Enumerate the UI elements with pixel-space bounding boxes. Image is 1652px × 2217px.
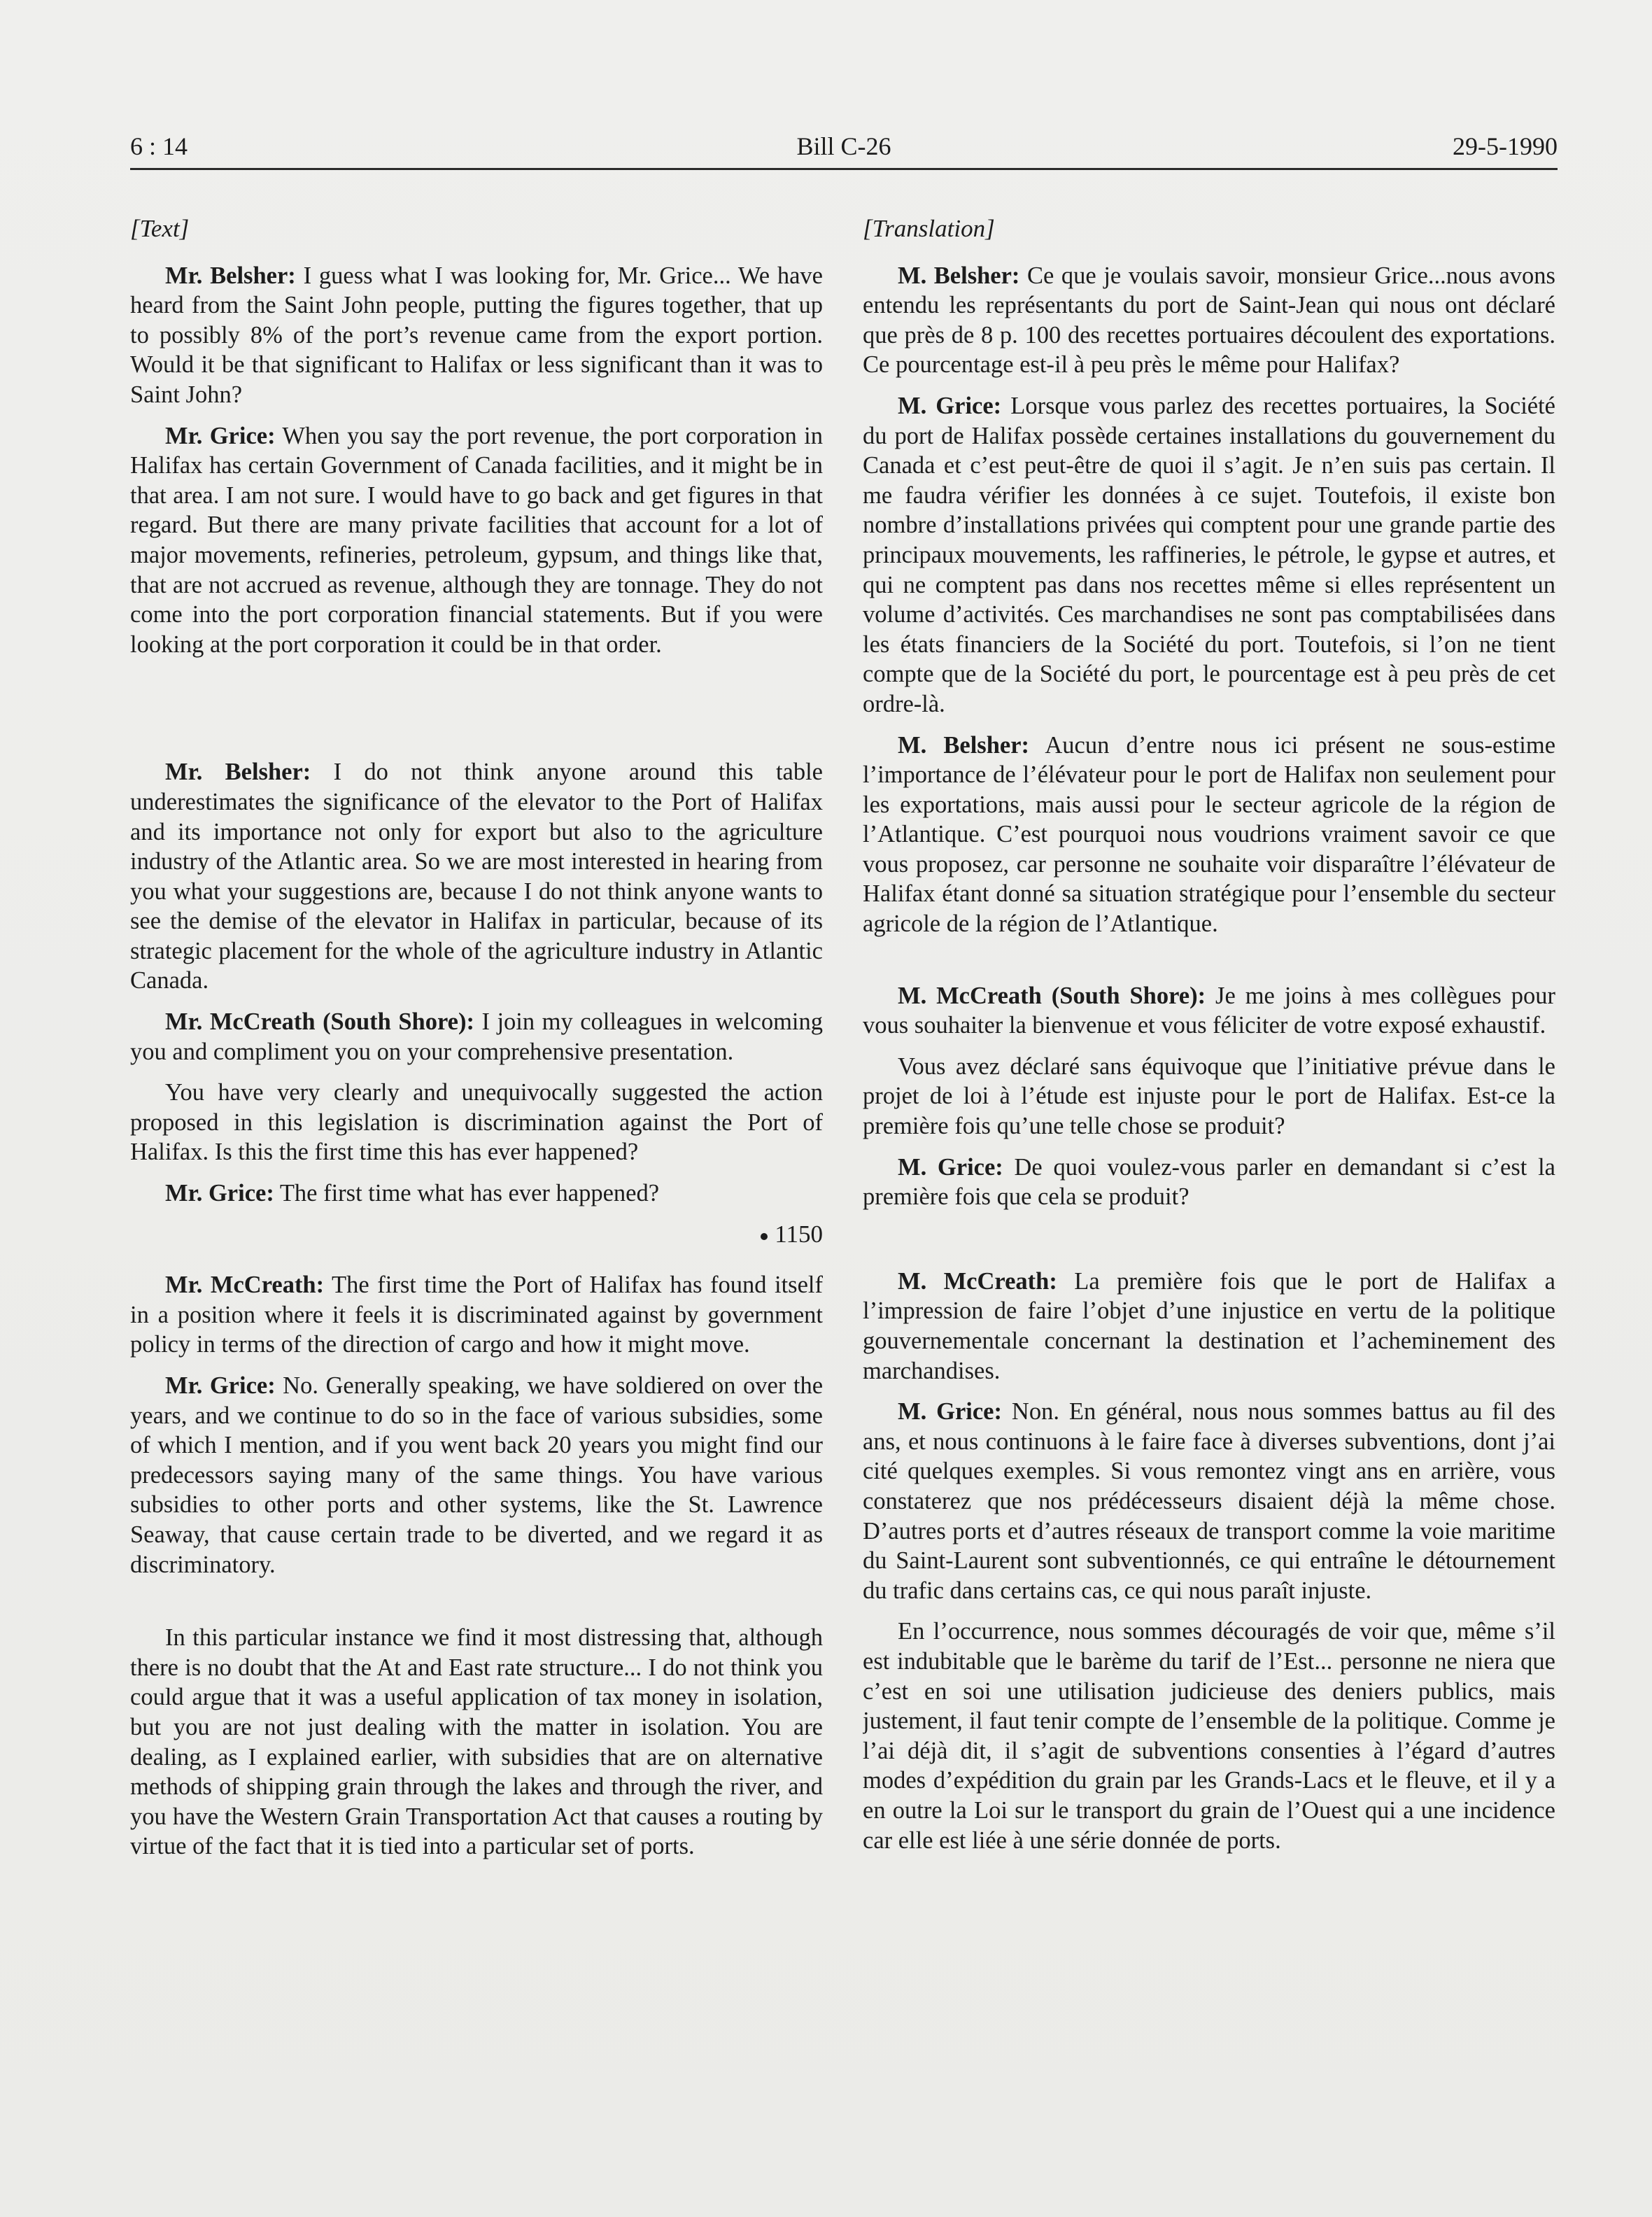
paragraph-text: The first time what has ever happened? bbox=[274, 1180, 660, 1207]
paragraph-text: When you say the port revenue, the port corporation in Halifax has certain Government of Canada facilities, and it might be in that area. I am not sure. I would have to go back and get figures in that regard. But there are many private facilities that account for a lot of major movements, refineries, petroleum, gypsum, and things like that, that are not accrued as revenue, although they are tonnage. They do not come into the port corporation financial statements. But if you were looking at the port corporation it could be in that order. bbox=[130, 422, 823, 658]
paragraph bbox=[130, 757, 823, 996]
header-rule bbox=[130, 168, 1558, 170]
paragraph-text: You have very clearly and unequivocally suggested the action proposed in this legislation is discrimination against the Port of Halifax. Is this the first time this has ever happened? bbox=[130, 1079, 823, 1166]
english-column bbox=[130, 203, 823, 2064]
paragraph bbox=[863, 1397, 1555, 1605]
paragraph bbox=[130, 261, 823, 410]
paragraph bbox=[130, 1270, 823, 1360]
paragraph bbox=[863, 1052, 1555, 1141]
paragraph-text: Aucun d’entre nous ici présent ne sous-estime l’importance de l’élévateur pour le port de Halifax non seulement pour les exportations, mais aussi pour le secteur agricole de la région de l’Atlantique. C’est pourquoi nous voudrions vraiment savoir ce que vous proposez, car personne ne souhaite voir disparaître l’élévateur de Halifax étant donné sa situation stratégique pour l’ensemble du secteur agricole de la région de l’Atlantique. bbox=[863, 731, 1555, 938]
paragraph-text: De quoi voulez-vous parler en demandant si c’est la première fois que cela se produit? bbox=[863, 1153, 1555, 1211]
speaker-name: Mr. Belsher: bbox=[165, 262, 296, 289]
speaker-name: Mr. McCreath: bbox=[165, 1272, 325, 1299]
time-marker-text: 1150 bbox=[775, 1220, 823, 1248]
page-header bbox=[130, 126, 1558, 169]
french-column bbox=[863, 203, 1555, 2064]
paragraph-text: La première fois que le port de Halifax a l’impression de faire l’objet d’une injustice en vertu de la politique gouvernementale concernant la destination et l’acheminement des marchandises. bbox=[863, 1267, 1555, 1384]
speaker-name: M. McCreath (South Shore): bbox=[898, 982, 1206, 1009]
paragraph-text: In this particular instance we find it most distressing that, although there is no doubt that the At and East rate structure... I do not think you could argue that it was a useful application of tax money in isolation, but you are not just dealing with the matter in isolation. You are dealing, as I explained earlier, with subsidies that are on alternative methods of shipping grain through the lakes and through the river, and you have the Western Grain Transportation Act that causes a routing by virtue of the fact that it is tied into a particular set of ports. bbox=[130, 1624, 823, 1860]
time-marker bbox=[130, 1220, 823, 1250]
column-label-text: [Text] bbox=[130, 215, 190, 242]
paragraph-text: I do not think anyone around this table underestimates the significance of the elevator to the Port of Halifax and its importance not only for export but also to the agriculture industry of the Atlantic area. So we are most interested in hearing from you what your suggestions are, because I do not think anyone wants to see the demise of the elevator in Halifax in particular, because of its strategic placement for the whole of the agriculture industry in Atlantic Canada. bbox=[130, 759, 823, 994]
paragraph bbox=[130, 1623, 823, 1861]
paragraph bbox=[863, 731, 1555, 939]
paragraph bbox=[130, 1078, 823, 1167]
paragraph-text: Non. En général, nous nous sommes battus au fil des ans, et nous continuons à le faire face à diverses subventions, dont j’ai cité quelques exemples. Si vous remontez vingt ans en arrière, vous constaterez que nos prédécesseurs disaient déjà la même chose. D’autres ports et d’autres réseaux de transport comme la voie maritime du Saint-Laurent sont subventionnés, ce qui entraîne le détournement du trafic dans certains cas, ce qui nous paraît injuste. bbox=[863, 1398, 1555, 1604]
speaker-name: Mr. Belsher: bbox=[165, 759, 311, 786]
paragraph bbox=[863, 981, 1555, 1041]
paragraph-text: Ce que je voulais savoir, monsieur Grice...nous avons entendu les représentants du port de Saint-Jean qui nous ont déclaré que près de 8 p. 100 des recettes portuaires découlent des exportations. Ce pourcentage est-il à peu près le même pour Halifax? bbox=[863, 262, 1555, 379]
paragraph-text: No. Generally speaking, we have soldiered on over the years, and we continue to do so in the face of various subsidies, some of which I mention, and if you went back 20 years you might find our predecessors saying many of the same things. You have various subsidies to other ports and other systems, like the St. Lawrence Seaway, that cause certain trade to be diverted, and we regard it as discriminatory. bbox=[130, 1372, 823, 1578]
bullet-icon bbox=[761, 1233, 768, 1240]
page-date: 29-5-1990 bbox=[1453, 132, 1558, 160]
paragraph-text: Lorsque vous parlez des recettes portuaires, la Société du port de Halifax possède certaines installations du gouvernement du Canada et c’est peut-être de quoi il s’agit. Je n’en suis pas certain. Il me faudra vérifier les données à ce sujet. Toutefois, il existe bon nombre d’installations privées qui comptent pour une grande partie des principaux mouvements, les raffineries, le pétrole, le gypse et autres, et qui ne comptent pas dans nos recettes même si elles représentent un volume d’activités. Ces marchandises ne sont pas comptabilisées dans les états financiers de la Société du port. Toutefois, si l’on ne tient compte que de la Société du port, le pourcentage est à peu près de cet ordre-là. bbox=[863, 392, 1555, 717]
paragraph bbox=[130, 1371, 823, 1579]
speaker-name: Mr. Grice: bbox=[165, 422, 276, 449]
paragraph bbox=[863, 1267, 1555, 1386]
speaker-name: Mr. Grice: bbox=[165, 1372, 276, 1399]
speaker-name: Mr. Grice: bbox=[165, 1180, 274, 1207]
speaker-name: M. Grice: bbox=[898, 1153, 1003, 1181]
speaker-name: M. Grice: bbox=[898, 1398, 1002, 1426]
paragraph bbox=[130, 1007, 823, 1067]
paragraph-text: I join my colleagues in welcoming you and compliment you on your comprehensive presentation. bbox=[130, 1008, 823, 1065]
speaker-name: M. McCreath: bbox=[898, 1267, 1057, 1295]
paragraph-text: Je me joins à mes collègues pour vous souhaiter la bienvenue et vous féliciter de votre exposé exhaustif. bbox=[863, 982, 1555, 1039]
speaker-name: M. Belsher: bbox=[898, 731, 1030, 759]
paragraph-text: I guess what I was looking for, Mr. Grice... We have heard from the Saint John people, putting the figures together, that up to possibly 8% of the port’s revenue came from the export portion. Would it be that significant to Halifax or less significant than it was to Saint John? bbox=[130, 262, 823, 408]
paragraph bbox=[130, 421, 823, 660]
speaker-name: M. Grice: bbox=[898, 392, 1002, 419]
paragraph-text: Vous avez déclaré sans équivoque que l’initiative prévue dans le projet de loi à l’étude est injuste pour le port de Halifax. Est-ce la première fois qu’une telle chose se produit? bbox=[863, 1053, 1555, 1140]
paragraph bbox=[863, 261, 1555, 380]
paragraph-text: En l’occurrence, nous sommes découragés de voir que, même s’il est indubitable que le barème du tarif de l’Est... personne ne niera que c’est en soi une utilisation judicieuse des deniers publics, mais justement, il faut tenir compte de l’ensemble de la politique. Comme je l’ai déjà dit, il s’agit de subventions consenties à l’égard d’autres modes d’expédition du grain par les Grands-Lacs et le fleuve, et il y a en outre la Loi sur le transport du grain de l’Ouest qui a une incidence car elle est liée à une série donnée de ports. bbox=[863, 1618, 1555, 1854]
bill-title: Bill C-26 bbox=[796, 132, 891, 160]
paragraph bbox=[863, 391, 1555, 719]
paragraph bbox=[863, 1617, 1555, 1855]
paragraph-text: The first time the Port of Halifax has found itself in a position where it feels it is discriminated against by government policy in terms of the direction of cargo and how it might move. bbox=[130, 1272, 823, 1358]
speaker-name: Mr. McCreath (South Shore): bbox=[165, 1008, 474, 1036]
column-label-translation: [Translation] bbox=[863, 215, 995, 242]
page-number: 6 : 14 bbox=[130, 132, 188, 160]
paragraph bbox=[863, 1153, 1555, 1212]
paragraph bbox=[130, 1178, 823, 1209]
speaker-name: M. Belsher: bbox=[898, 262, 1020, 289]
